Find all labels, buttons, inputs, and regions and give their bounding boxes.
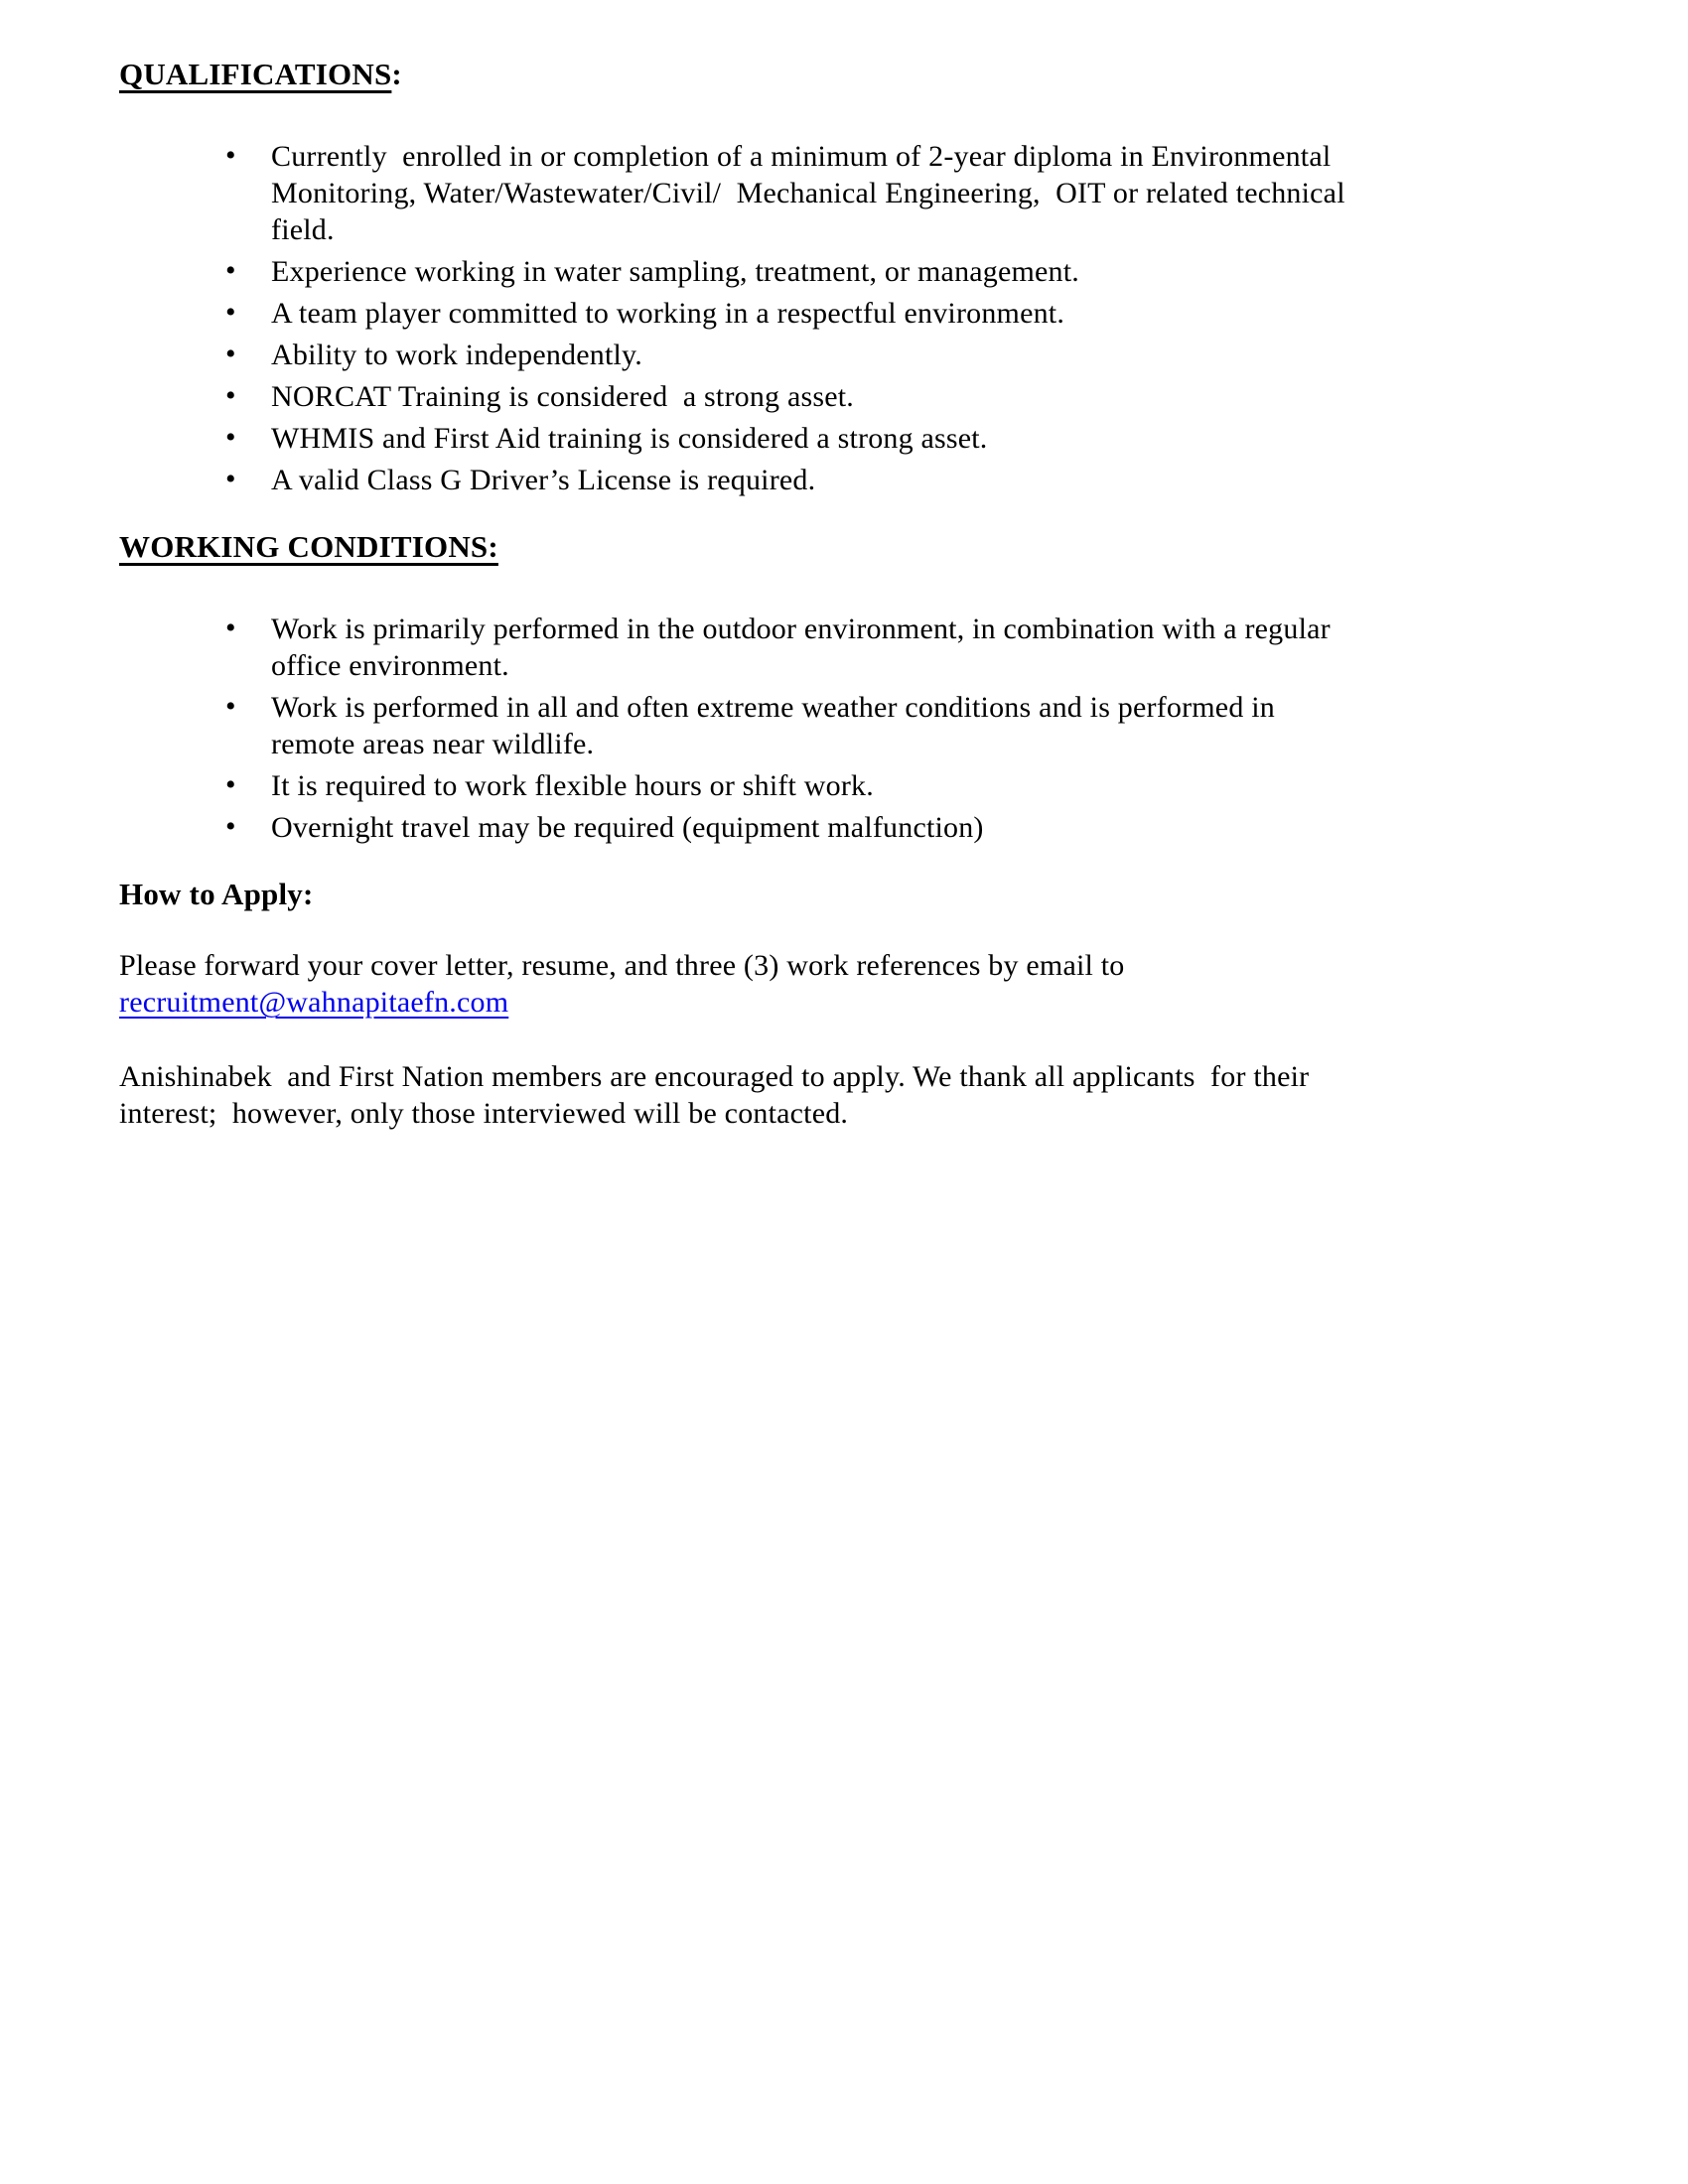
working-conditions-section (119, 528, 1564, 846)
list-item: • A valid Class G Driver’s License is required. (271, 462, 1564, 498)
list-item: • WHMIS and First Aid training is considered a strong asset. (271, 420, 1564, 457)
email-link[interactable]: recruitment@wahnapitaefn.com (119, 986, 509, 1019)
list-item: • Work is performed in all and often extreme weather conditions and is performed in remote areas near wildlife. (271, 689, 1564, 762)
apply-instructions-text: Please forward your cover letter, resume, and three (3) work references by email to (119, 949, 1125, 982)
list-item: • Work is primarily performed in the outdoor environment, in combination with a regular office environment. (271, 611, 1564, 684)
working-conditions-heading-text: WORKING CONDITIONS: (119, 529, 498, 564)
working-conditions-list (119, 611, 1564, 846)
closing-paragraph: Anishinabek and First Nation members are encouraged to apply. We thank all applicants for their interest; however, only those interviewed will be contacted. (119, 1060, 1310, 1130)
qualifications-heading-text: QUALIFICATIONS (119, 57, 392, 91)
how-to-apply-section (119, 876, 1564, 1132)
list-item: • Ability to work independently. (271, 337, 1564, 373)
list-item: • Overnight travel may be required (equipment malfunction) (271, 809, 1564, 846)
list-item: • Currently enrolled in or completion of a minimum of 2-year diploma in Environmental Monitoring, Water/Wastewater/Civil/ Mechanical Engineering, OIT or related technical field. (271, 138, 1564, 248)
qualifications-section (119, 56, 1564, 498)
working-conditions-heading (119, 528, 1564, 565)
how-to-apply-heading: How to Apply: (119, 877, 314, 911)
qualifications-heading-colon: : (391, 57, 402, 91)
apply-instructions-paragraph (119, 947, 1564, 1021)
qualifications-heading (119, 56, 1564, 92)
qualifications-list (119, 138, 1564, 498)
list-item: • It is required to work flexible hours or shift work. (271, 767, 1564, 804)
list-item: • Experience working in water sampling, treatment, or management. (271, 253, 1564, 290)
list-item: • NORCAT Training is considered a strong asset. (271, 378, 1564, 415)
list-item: • A team player committed to working in a respectful environment. (271, 295, 1564, 332)
